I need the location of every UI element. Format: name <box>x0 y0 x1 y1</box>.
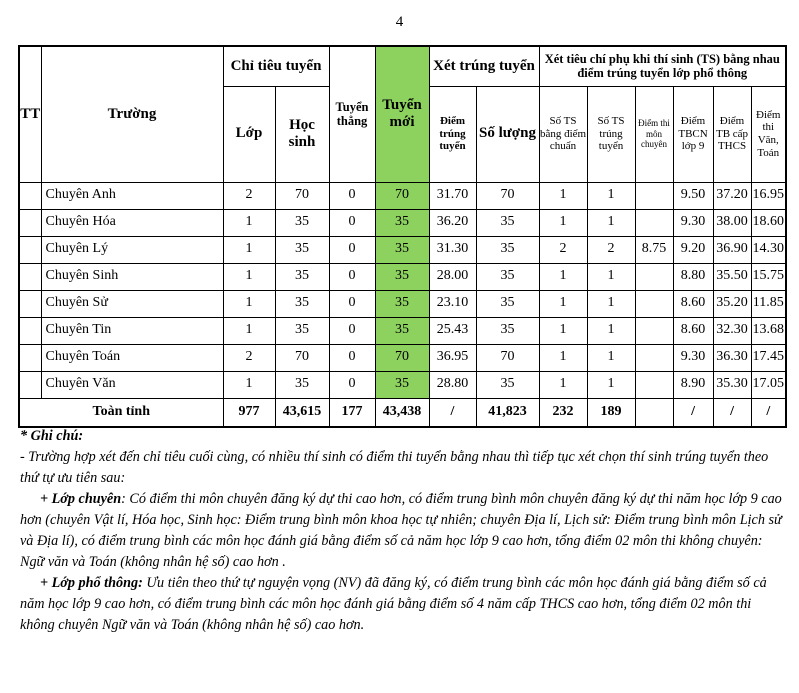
cell-so-luong: 35 <box>476 236 539 263</box>
cell-so-luong: 70 <box>476 344 539 371</box>
cell-tuyen-moi: 70 <box>375 344 429 371</box>
table-row <box>19 209 786 236</box>
cell-diem-chuyen <box>635 371 673 398</box>
cell-so-luong: 35 <box>476 290 539 317</box>
notes-title: * Ghi chú: <box>20 428 84 444</box>
header-diem-tbcn-lop9: Điểm TBCN lớp 9 <box>673 86 713 182</box>
cell-van-toan: 16.95 <box>751 182 786 209</box>
cell-so-luong: 35 <box>476 371 539 398</box>
total-label: Toàn tỉnh <box>19 398 223 427</box>
cell-tb-thcs: 36.90 <box>713 236 751 263</box>
header-diem-trung-tuyen: Điểm trúng tuyển <box>429 86 476 182</box>
cell-lop: 1 <box>223 263 275 290</box>
cell-so-ts-trung: 2 <box>587 236 635 263</box>
cell-hoc-sinh: 35 <box>275 263 329 290</box>
cell-tt <box>19 236 41 263</box>
lop-chuyen-text: : Có điểm thi môn chuyên đăng ký dự thi cao hơn, có điểm trung bình môn chuyên đăng ký dự thi năm học lớp 9 cao hơn (chuyên Vật lí, Hóa học, Sinh học: Điểm trung bình môn khoa học tự nhiên; chuyên Địa lí, Lịch sử: Điểm trung bình môn Lịch sử và Địa lí), có điểm trung bình các môn học đánh giá bằng điểm số cả năm học lớp 9 cao hơn, tổng điểm 02 môn thi không chuyên: Ngữ văn và Toán (không nhân hệ số) cao hơn . <box>20 491 782 570</box>
cell-diem-chuyen <box>635 182 673 209</box>
table-row <box>19 263 786 290</box>
cell-so-ts-trung: 1 <box>587 182 635 209</box>
cell-so-ts-trung: 1 <box>587 317 635 344</box>
cell-van-toan: 17.05 <box>751 371 786 398</box>
total-tuyen-thang: 177 <box>329 398 375 427</box>
table-row <box>19 182 786 209</box>
lop-pho-thong-text: Ưu tiên theo thứ tự nguyện vọng (NV) đã đăng ký, có điểm trung bình các môn học đánh giá bằng điểm số cả năm học lớp 9 cao hơn, có điểm trung bình các môn học đánh giá bằng điểm số 4 năm cấp THCS cao hơn, tổng điểm 02 môn thi không chuyên Ngữ văn và Toán (không nhân hệ số) cao hơn. <box>20 575 767 633</box>
cell-tbcn: 8.60 <box>673 290 713 317</box>
cell-so-luong: 35 <box>476 317 539 344</box>
cell-tbcn: 9.30 <box>673 344 713 371</box>
lop-chuyen-label: + Lớp chuyên <box>40 491 122 507</box>
cell-lop: 1 <box>223 371 275 398</box>
cell-tuyen-moi: 35 <box>375 263 429 290</box>
header-lop: Lớp <box>223 86 275 182</box>
notes-lop-chuyen <box>20 489 785 573</box>
notes-lop-pho-thong <box>20 573 785 636</box>
cell-tuyen-moi: 35 <box>375 209 429 236</box>
cell-tt <box>19 344 41 371</box>
cell-tt <box>19 182 41 209</box>
header-diem-tb-cap-thcs: Điểm TB cấp THCS <box>713 86 751 182</box>
total-so-ts-bang: 232 <box>539 398 587 427</box>
cell-so-ts-trung: 1 <box>587 371 635 398</box>
table-row <box>19 317 786 344</box>
cell-so-ts-trung: 1 <box>587 263 635 290</box>
cell-so-ts-trung: 1 <box>587 290 635 317</box>
cell-so-ts-bang: 1 <box>539 182 587 209</box>
cell-tuyen-thang: 0 <box>329 182 375 209</box>
cell-van-toan: 17.45 <box>751 344 786 371</box>
notes-intro: - Trường hợp xét đến chỉ tiêu cuối cùng, có nhiều thí sinh có điểm thi tuyển bằng nhau thì tiếp tục xét chọn thí sinh trúng tuyển theo thứ tự ưu tiên sau: <box>20 449 769 486</box>
cell-diem-trung-tuyen: 25.43 <box>429 317 476 344</box>
cell-lop: 1 <box>223 236 275 263</box>
cell-diem-trung-tuyen: 31.70 <box>429 182 476 209</box>
cell-tb-thcs: 32.30 <box>713 317 751 344</box>
cell-so-ts-bang: 1 <box>539 344 587 371</box>
cell-truong: Chuyên Sinh <box>41 263 223 290</box>
total-hoc-sinh: 43,615 <box>275 398 329 427</box>
page-number: 4 <box>395 14 404 30</box>
cell-diem-trung-tuyen: 36.95 <box>429 344 476 371</box>
cell-lop: 1 <box>223 290 275 317</box>
cell-tbcn: 8.60 <box>673 317 713 344</box>
cell-lop: 1 <box>223 317 275 344</box>
cell-tb-thcs: 38.00 <box>713 209 751 236</box>
cell-van-toan: 14.30 <box>751 236 786 263</box>
cell-lop: 1 <box>223 209 275 236</box>
cell-diem-chuyen <box>635 290 673 317</box>
cell-tt <box>19 371 41 398</box>
header-xet-trung-tuyen: Xét trúng tuyển <box>429 46 539 86</box>
cell-hoc-sinh: 35 <box>275 236 329 263</box>
cell-tbcn: 9.30 <box>673 209 713 236</box>
cell-diem-chuyen <box>635 344 673 371</box>
cell-diem-chuyen <box>635 263 673 290</box>
cell-tuyen-thang: 0 <box>329 236 375 263</box>
cell-hoc-sinh: 35 <box>275 290 329 317</box>
lop-pho-thong-label: + Lớp phổ thông: <box>40 575 143 591</box>
cell-tb-thcs: 35.30 <box>713 371 751 398</box>
header-so-ts-bang-diem-chuan: Số TS bằng điểm chuẩn <box>539 86 587 182</box>
cell-tuyen-thang: 0 <box>329 371 375 398</box>
cell-diem-trung-tuyen: 31.30 <box>429 236 476 263</box>
cell-van-toan: 11.85 <box>751 290 786 317</box>
cell-so-luong: 70 <box>476 182 539 209</box>
cell-tbcn: 8.90 <box>673 371 713 398</box>
cell-tuyen-moi: 35 <box>375 236 429 263</box>
cell-tt <box>19 263 41 290</box>
cell-diem-trung-tuyen: 28.80 <box>429 371 476 398</box>
cell-hoc-sinh: 35 <box>275 371 329 398</box>
cell-tt <box>19 209 41 236</box>
total-tuyen-moi: 43,438 <box>375 398 429 427</box>
table-row <box>19 371 786 398</box>
header-hoc-sinh: Học sinh <box>275 86 329 182</box>
total-so-ts-trung: 189 <box>587 398 635 427</box>
cell-diem-trung-tuyen: 36.20 <box>429 209 476 236</box>
cell-tb-thcs: 37.20 <box>713 182 751 209</box>
cell-so-ts-bang: 1 <box>539 290 587 317</box>
total-tb-thcs: / <box>713 398 751 427</box>
cell-truong: Chuyên Văn <box>41 371 223 398</box>
cell-tbcn: 9.20 <box>673 236 713 263</box>
cell-truong: Chuyên Hóa <box>41 209 223 236</box>
cell-tt <box>19 290 41 317</box>
cell-so-luong: 35 <box>476 209 539 236</box>
cell-hoc-sinh: 35 <box>275 317 329 344</box>
cell-so-ts-bang: 1 <box>539 317 587 344</box>
cell-lop: 2 <box>223 344 275 371</box>
table-row <box>19 236 786 263</box>
cell-van-toan: 15.75 <box>751 263 786 290</box>
cell-tb-thcs: 35.50 <box>713 263 751 290</box>
total-lop: 977 <box>223 398 275 427</box>
cell-tt <box>19 317 41 344</box>
cell-so-ts-trung: 1 <box>587 344 635 371</box>
header-so-ts-trung-tuyen: Số TS trúng tuyển <box>587 86 635 182</box>
cell-tbcn: 8.80 <box>673 263 713 290</box>
cell-lop: 2 <box>223 182 275 209</box>
header-chi-tieu: Chỉ tiêu tuyển <box>223 46 329 86</box>
cell-so-ts-bang: 2 <box>539 236 587 263</box>
cell-tuyen-moi: 35 <box>375 317 429 344</box>
cell-tuyen-thang: 0 <box>329 344 375 371</box>
cell-tuyen-moi: 70 <box>375 182 429 209</box>
header-diem-thi-mon-chuyen: Điểm thi môn chuyên <box>635 86 673 182</box>
cell-tuyen-thang: 0 <box>329 263 375 290</box>
header-so-luong: Số lượng <box>476 86 539 182</box>
cell-truong: Chuyên Lý <box>41 236 223 263</box>
header-xet-tieu-chi: Xét tiêu chí phụ khi thí sinh (TS) bằng nhau điểm trúng tuyển lớp phổ thông <box>539 46 786 86</box>
cell-tbcn: 9.50 <box>673 182 713 209</box>
total-row <box>19 398 786 427</box>
cell-so-luong: 35 <box>476 263 539 290</box>
header-tuyen-thang: Tuyển thẳng <box>329 46 375 182</box>
cell-so-ts-bang: 1 <box>539 371 587 398</box>
header-tt: TT <box>19 46 41 182</box>
cell-tuyen-thang: 0 <box>329 317 375 344</box>
total-so-luong: 41,823 <box>476 398 539 427</box>
cell-tuyen-moi: 35 <box>375 290 429 317</box>
header-truong: Trường <box>41 46 223 182</box>
cell-truong: Chuyên Tin <box>41 317 223 344</box>
cell-hoc-sinh: 70 <box>275 182 329 209</box>
cell-tb-thcs: 36.30 <box>713 344 751 371</box>
cell-tb-thcs: 35.20 <box>713 290 751 317</box>
total-diem-chuyen <box>635 398 673 427</box>
cell-tuyen-thang: 0 <box>329 290 375 317</box>
total-tbcn: / <box>673 398 713 427</box>
cell-hoc-sinh: 70 <box>275 344 329 371</box>
cell-diem-chuyen <box>635 317 673 344</box>
cell-so-ts-bang: 1 <box>539 263 587 290</box>
cell-truong: Chuyên Anh <box>41 182 223 209</box>
cell-truong: Chuyên Sử <box>41 290 223 317</box>
cell-diem-trung-tuyen: 23.10 <box>429 290 476 317</box>
table-row <box>19 344 786 371</box>
cell-van-toan: 13.68 <box>751 317 786 344</box>
header-tuyen-moi: Tuyển mới <box>375 46 429 182</box>
cell-diem-chuyen: 8.75 <box>635 236 673 263</box>
cell-hoc-sinh: 35 <box>275 209 329 236</box>
cell-tuyen-thang: 0 <box>329 209 375 236</box>
header-diem-thi-van-toan: Điểm thi Văn, Toán <box>751 86 786 182</box>
table-row <box>19 290 786 317</box>
admission-table <box>18 45 787 428</box>
cell-tuyen-moi: 35 <box>375 371 429 398</box>
cell-van-toan: 18.60 <box>751 209 786 236</box>
cell-so-ts-trung: 1 <box>587 209 635 236</box>
cell-truong: Chuyên Toán <box>41 344 223 371</box>
cell-diem-trung-tuyen: 28.00 <box>429 263 476 290</box>
notes-section <box>20 426 785 636</box>
cell-diem-chuyen <box>635 209 673 236</box>
total-van-toan: / <box>751 398 786 427</box>
total-diem: / <box>429 398 476 427</box>
cell-so-ts-bang: 1 <box>539 209 587 236</box>
